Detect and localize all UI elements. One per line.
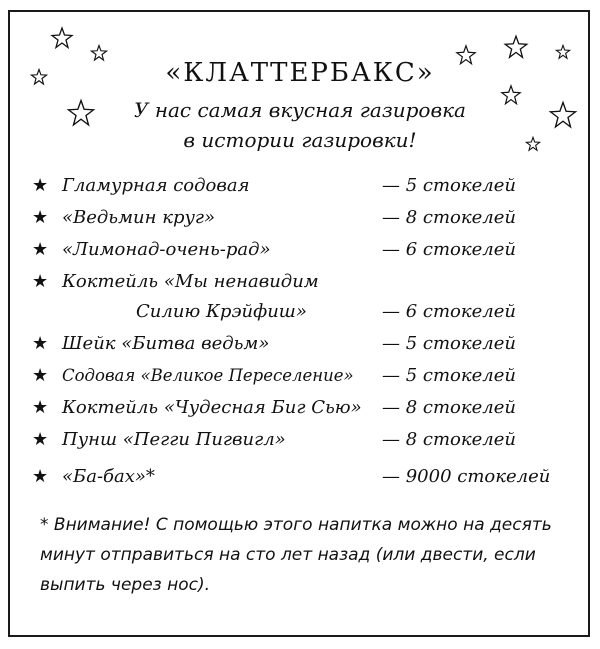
list-item [0,463,600,491]
list-item [0,268,600,296]
item-name: Шейк «Битва ведьм» [62,333,270,354]
item-price: — 9000 стокелей [382,466,551,487]
list-item-continuation [0,298,600,326]
subtitle-line-2: в истории газировки! [183,128,417,152]
item-price: — 8 стокелей [382,397,516,418]
item-name: Содовая «Великое Переселение» [62,366,354,385]
star-icon: ★ [32,271,49,292]
item-name: Коктейль «Чудесная Биг Сью» [62,397,362,418]
item-price: — 8 стокелей [382,207,516,228]
star-icon: ★ [32,397,49,418]
list-item [0,172,600,200]
item-price: — 5 стокелей [382,365,516,386]
doodle-star-icon [50,26,74,50]
item-name-line-2: Силию Крэйфиш» [136,301,307,322]
star-icon: ★ [32,239,49,260]
item-price: — 5 стокелей [382,175,516,196]
subtitle-line-1: У нас самая вкусная газировка [134,98,466,122]
list-item [0,394,600,422]
item-name: «Ведьмин круг» [62,207,216,228]
item-price: — 6 стокелей [382,301,516,322]
star-icon: ★ [32,333,49,354]
star-icon: ★ [32,207,49,228]
footnote: * Внимание! С помощью этого напитка можно на десять минут отправиться на сто лет назад (или двести, если выпить через нос). [40,515,552,595]
item-name: «Лимонад-очень-рад» [62,239,271,260]
list-item [0,426,600,454]
item-name: «Ба-бах»* [62,466,155,487]
star-icon: ★ [32,466,49,487]
item-name: Гламурная содовая [62,175,250,196]
star-icon: ★ [32,429,49,450]
item-name: Пунш «Пегги Пигвигл» [62,429,286,450]
page-title: «КЛАТТЕРБАКС» [165,58,435,88]
doodle-star-icon [503,34,529,60]
item-price: — 6 стокелей [382,239,516,260]
list-item [0,204,600,232]
star-icon: ★ [32,175,49,196]
list-item [0,330,600,358]
item-price: — 5 стокелей [382,333,516,354]
item-name: Коктейль «Мы ненавидим [62,271,319,292]
star-icon: ★ [32,365,49,386]
list-item [0,236,600,264]
item-price: — 8 стокелей [382,429,516,450]
list-item [0,362,600,390]
